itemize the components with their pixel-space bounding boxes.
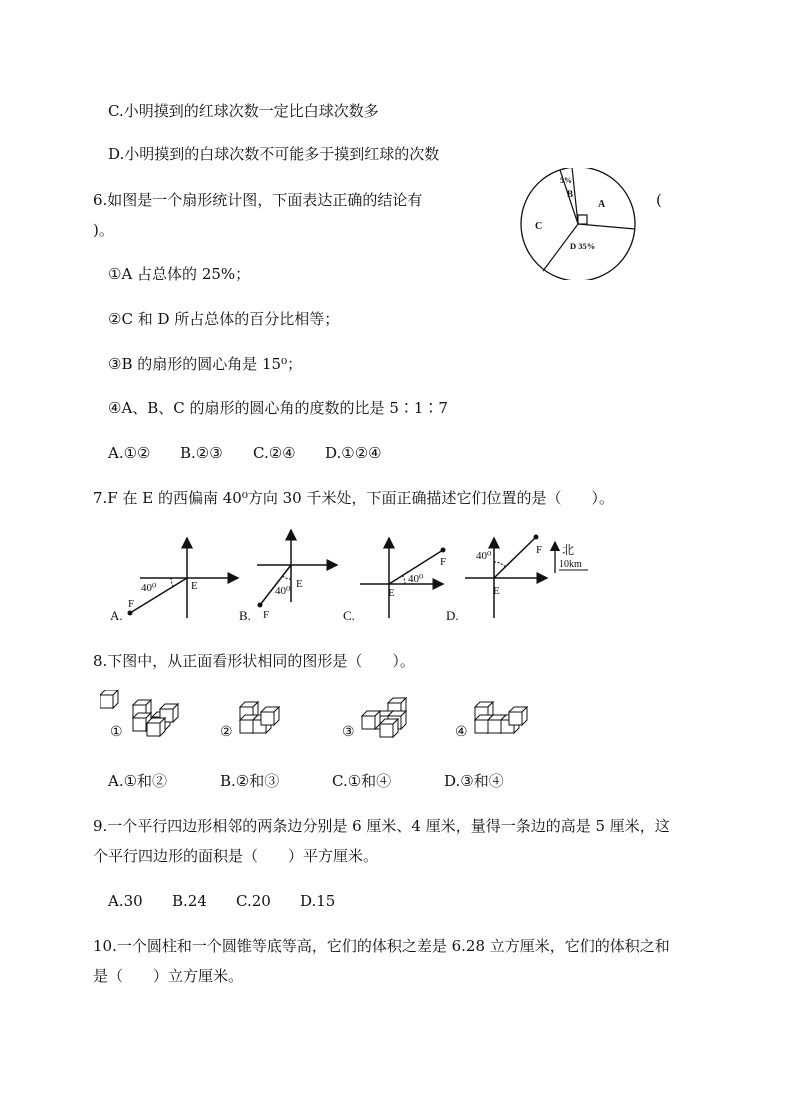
- q7c-e: E: [388, 587, 395, 599]
- q7a-angle: 40⁰: [141, 582, 157, 594]
- q8-option-b: B.②和③: [220, 772, 280, 790]
- q8-figure-3: [362, 698, 406, 737]
- q7c-angle: 40⁰: [408, 573, 424, 585]
- q9-stem-line1: 9.一个平行四边形相邻的两条边分别是 6 厘米、4 厘米，量得一条边的高是 5 厘米，这: [93, 817, 670, 835]
- q7b-angle: 40⁰: [275, 585, 291, 597]
- q8-label-2: ②: [220, 725, 233, 740]
- q7b-f: F: [263, 609, 270, 621]
- pie-label-b: B: [567, 189, 574, 199]
- q8-label-1: ①: [110, 725, 123, 740]
- q7d-e: E: [493, 585, 500, 597]
- q8-stem: 8.下图中，从正面看形状相同的图形是（ ）。: [93, 652, 415, 670]
- q8-figure-2: [240, 702, 279, 733]
- q8-block-figures: [100, 690, 540, 746]
- pie-label-5pct: 5%: [560, 176, 572, 185]
- pie-radius-a-d: [578, 224, 635, 229]
- q9-stem-line2: 个平行四边形的面积是（ ）平方厘米。: [93, 847, 379, 865]
- q8-label-4: ④: [455, 725, 468, 740]
- q7d-f: F: [536, 544, 543, 556]
- q7-figure-c: [360, 538, 446, 618]
- q6-option-d: D.①②④: [325, 444, 382, 462]
- q6-statement-4: ④A、B、C 的扇形的圆心角的度数的比是 5∶1∶7: [108, 399, 448, 417]
- q7d-north: 北: [562, 543, 575, 557]
- q8-option-a: A.①和②: [108, 772, 168, 790]
- pie-label-a: A: [598, 199, 606, 210]
- q6-paren-open: (: [656, 191, 662, 209]
- q10-stem-line1: 10.一个圆柱和一个圆锥等底等高，它们的体积之差是 6.28 立方厘米，它们的体积之和: [93, 937, 670, 955]
- q7-label-d: D.: [446, 608, 459, 623]
- q8-figure-4: [475, 702, 527, 733]
- q9-option-a: A.30: [108, 892, 143, 910]
- q7-figure-b: [257, 530, 337, 621]
- q6-stem-line2: )。: [93, 221, 114, 239]
- q6-option-b: B.②③: [180, 444, 223, 462]
- q7-stem: 7.F 在 E 的西偏南 40⁰方向 30 千米处，下面正确描述它们位置的是（ ）。: [93, 489, 614, 507]
- q7-direction-figures: [100, 528, 600, 628]
- pie-label-c: C: [535, 221, 543, 232]
- q10-stem-line2: 是（ ）立方厘米。: [93, 967, 244, 985]
- q7a-e: E: [191, 580, 198, 592]
- q7-label-c: C.: [343, 608, 355, 623]
- q7c-f: F: [440, 556, 447, 568]
- q7-figure-a: [128, 538, 239, 618]
- q5-option-d: D.小明摸到的白球次数不可能多于摸到红球的次数: [108, 145, 440, 163]
- q6-option-c: C.②④: [253, 444, 296, 462]
- q7b-e: E: [296, 578, 303, 590]
- q6-option-a: A.①②: [108, 444, 151, 462]
- q7a-f: F: [128, 598, 135, 610]
- q8-option-d: D.③和④: [444, 772, 504, 790]
- q7-label-b: B.: [239, 608, 251, 623]
- pie-label-d: D 35%: [570, 241, 596, 251]
- q6-statement-3: ③B 的扇形的圆心角是 15⁰；: [108, 355, 303, 373]
- q6-statement-2: ②C 和 D 所占总体的百分比相等；: [108, 310, 340, 328]
- q7d-scale: 10km: [559, 559, 582, 570]
- q7-label-a: A.: [110, 608, 123, 623]
- q8-figure-1: [133, 700, 178, 736]
- q8-label-3: ③: [342, 725, 355, 740]
- q5-option-c: C.小明摸到的红球次数一定比白球次数多: [108, 102, 379, 120]
- q8-option-c: C.①和④: [332, 772, 392, 790]
- q6-statement-1: ①A 占总体的 25%；: [108, 265, 251, 283]
- q6-pie-chart: [515, 168, 645, 280]
- q7-figure-d: [465, 535, 588, 619]
- q9-option-d: D.15: [300, 892, 336, 910]
- q6-stem-line1: 6.如图是一个扇形统计图，下面表达正确的结论有: [93, 191, 423, 209]
- q9-option-c: C.20: [236, 892, 271, 910]
- q9-option-b: B.24: [172, 892, 207, 910]
- q7d-angle: 40⁰: [476, 550, 492, 562]
- right-angle-mark: [578, 215, 587, 224]
